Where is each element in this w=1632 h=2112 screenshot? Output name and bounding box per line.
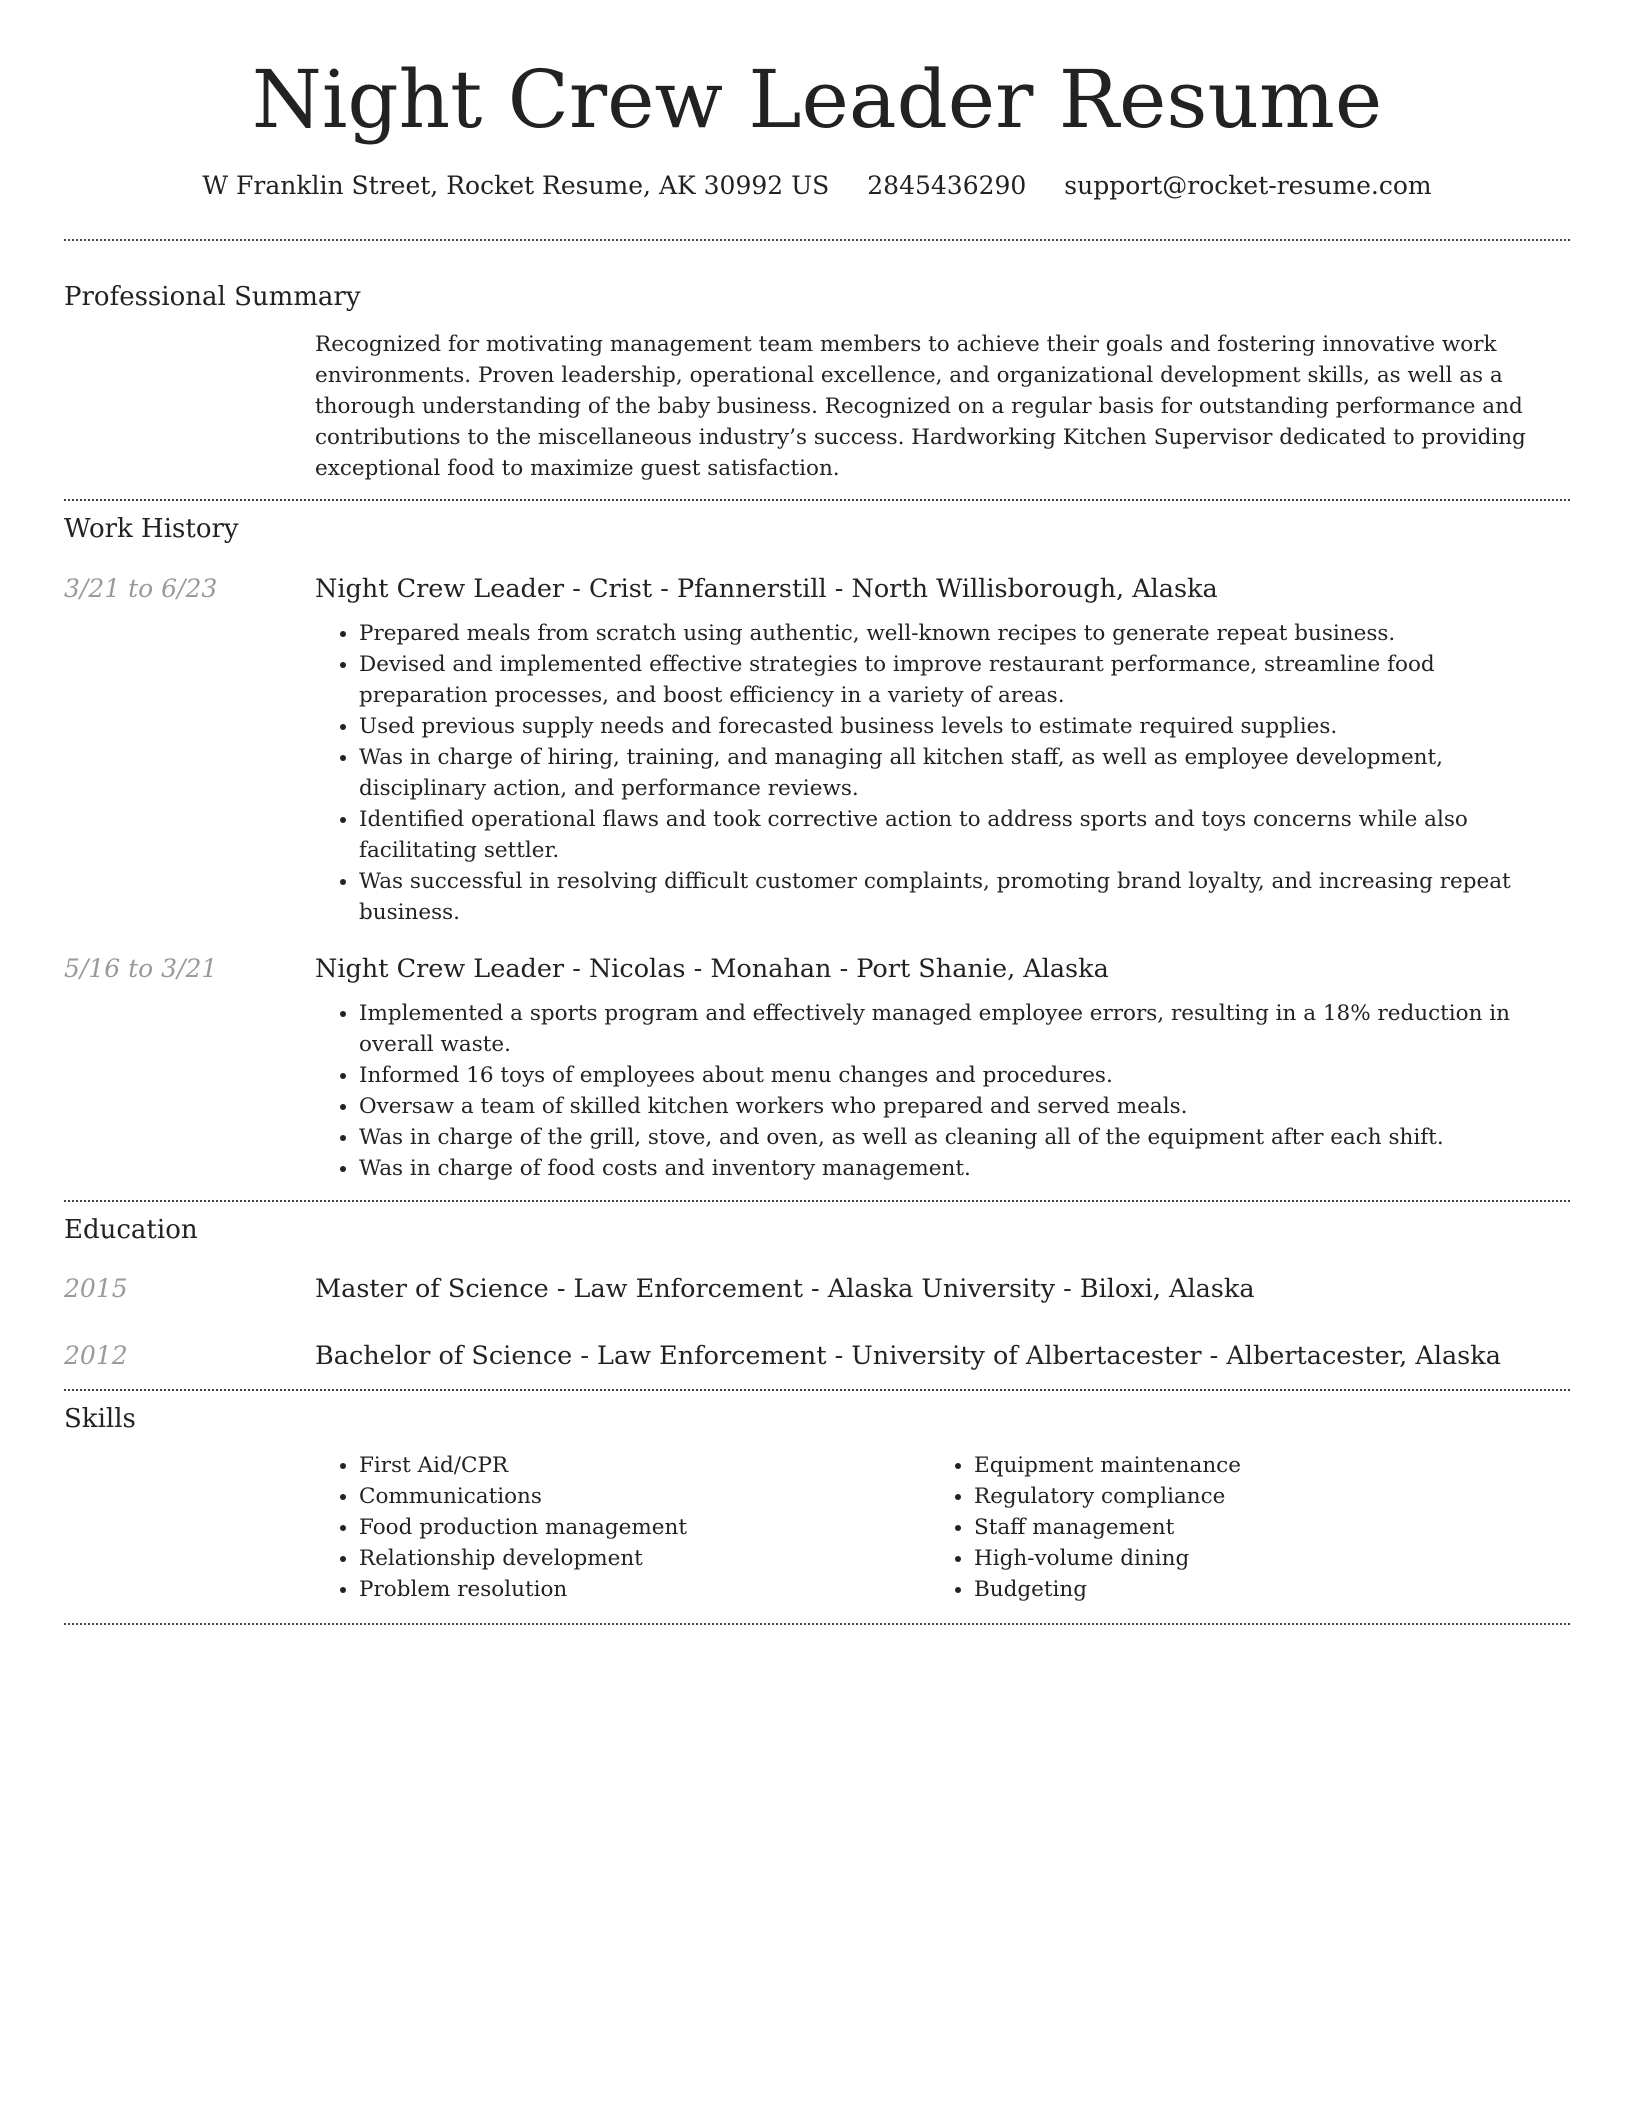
work-history-heading: Work History	[64, 514, 239, 544]
skills-column-left	[315, 1450, 930, 1605]
summary-section	[64, 280, 1570, 484]
section-divider	[64, 1389, 1570, 1391]
section-divider	[64, 239, 1570, 241]
education-body	[315, 1339, 1570, 1373]
job-heading: Night Crew Leader - Nicolas - Monahan - Port Shanie, Alaska	[315, 954, 1109, 984]
job-bullet: • Used previous supply needs and forecasted business levels to estimate required supplies.	[359, 711, 1570, 742]
job-bullet: • Was successful in resolving difficult customer complaints, promoting brand loyalty, and increasing repeat business.	[359, 866, 1570, 928]
section-divider	[64, 1200, 1570, 1202]
skills-grid	[315, 1450, 1570, 1605]
job-bullet: • Was in charge of hiring, training, and managing all kitchen staff, as well as employee development, disciplinary action, and performance reviews.	[359, 742, 1570, 804]
skill-item: • Problem resolution	[359, 1574, 930, 1605]
resume-title: Night Crew Leader Resume	[251, 53, 1383, 146]
job-bullet: • Prepared meals from scratch using authentic, well-known recipes to generate repeat business.	[359, 618, 1570, 649]
skill-item: • Staff management	[974, 1512, 1545, 1543]
job-bullet: • Informed 16 toys of employees about menu changes and procedures.	[359, 1060, 1570, 1091]
summary-heading: Professional Summary	[64, 282, 361, 312]
education-body	[315, 1272, 1570, 1306]
skill-item: • Budgeting	[974, 1574, 1545, 1605]
education-year: 2012	[64, 1341, 128, 1370]
job-entry	[64, 572, 1570, 928]
contact-phone: 2845436290	[867, 171, 1027, 200]
contact-line	[64, 170, 1570, 202]
job-bullet: • Was in charge of the grill, stove, and oven, as well as cleaning all of the equipment after each shift.	[359, 1122, 1570, 1153]
job-heading: Night Crew Leader - Crist - Pfannerstill - North Willisborough, Alaska	[315, 574, 1218, 604]
job-bullet: • Was in charge of food costs and inventory management.	[359, 1153, 1570, 1184]
skill-item: • Equipment maintenance	[974, 1450, 1545, 1481]
job-body	[315, 952, 1570, 1184]
education-section	[64, 1213, 1570, 1389]
skill-item: • Communications	[359, 1481, 930, 1512]
skill-item: • First Aid/CPR	[359, 1450, 930, 1481]
job-bullet: • Oversaw a team of skilled kitchen workers who prepared and served meals.	[359, 1091, 1570, 1122]
job-entry	[64, 952, 1570, 1184]
education-year: 2015	[64, 1274, 128, 1303]
education-heading: Education	[64, 1215, 198, 1245]
resume-page	[64, 0, 1570, 1625]
education-entry	[64, 1339, 1570, 1373]
education-heading-text: Bachelor of Science - Law Enforcement - University of Albertacester - Albertacester, Alaska	[315, 1341, 1501, 1371]
contact-address: W Franklin Street, Rocket Resume, AK 30992 US	[202, 171, 830, 200]
job-bullets	[315, 618, 1570, 928]
job-bullet: • Implemented a sports program and effectively managed employee errors, resulting in a 18% reduction in overall waste.	[359, 998, 1570, 1060]
summary-text: Recognized for motivating management team members to achieve their goals and fostering innovative work environments. Proven leadership, operational excellence, and organizational development skills, as well as a thorough understanding of the baby business. Recognized on a regular basis for outstanding performance and contributions to the miscellaneous industry’s success. Hardworking Kitchen Supervisor dedicated to providing exceptional food to maximize guest satisfaction.	[315, 332, 1526, 481]
skill-item: • Food production management	[359, 1512, 930, 1543]
education-entry	[64, 1272, 1570, 1306]
work-history-section	[64, 512, 1570, 1200]
section-divider	[64, 499, 1570, 501]
skill-item: • Relationship development	[359, 1543, 930, 1574]
skills-section	[64, 1402, 1570, 1623]
contact-email: support@rocket-resume.com	[1064, 171, 1432, 200]
skill-item: • High-volume dining	[974, 1543, 1545, 1574]
skills-column-right	[930, 1450, 1545, 1605]
job-bullets	[315, 998, 1570, 1184]
job-dates: 5/16 to 3/21	[64, 954, 218, 983]
education-heading-text: Master of Science - Law Enforcement - Alaska University - Biloxi, Alaska	[315, 1274, 1255, 1304]
section-divider	[64, 1623, 1570, 1625]
skills-heading: Skills	[64, 1404, 136, 1434]
skill-item: • Regulatory compliance	[974, 1481, 1545, 1512]
job-bullet: • Identified operational flaws and took corrective action to address sports and toys concerns while also facilitating settler.	[359, 804, 1570, 866]
job-body	[315, 572, 1570, 928]
job-bullet: • Devised and implemented effective strategies to improve restaurant performance, streamline food preparation processes, and boost efficiency in a variety of areas.	[359, 649, 1570, 711]
job-dates: 3/21 to 6/23	[64, 574, 218, 603]
